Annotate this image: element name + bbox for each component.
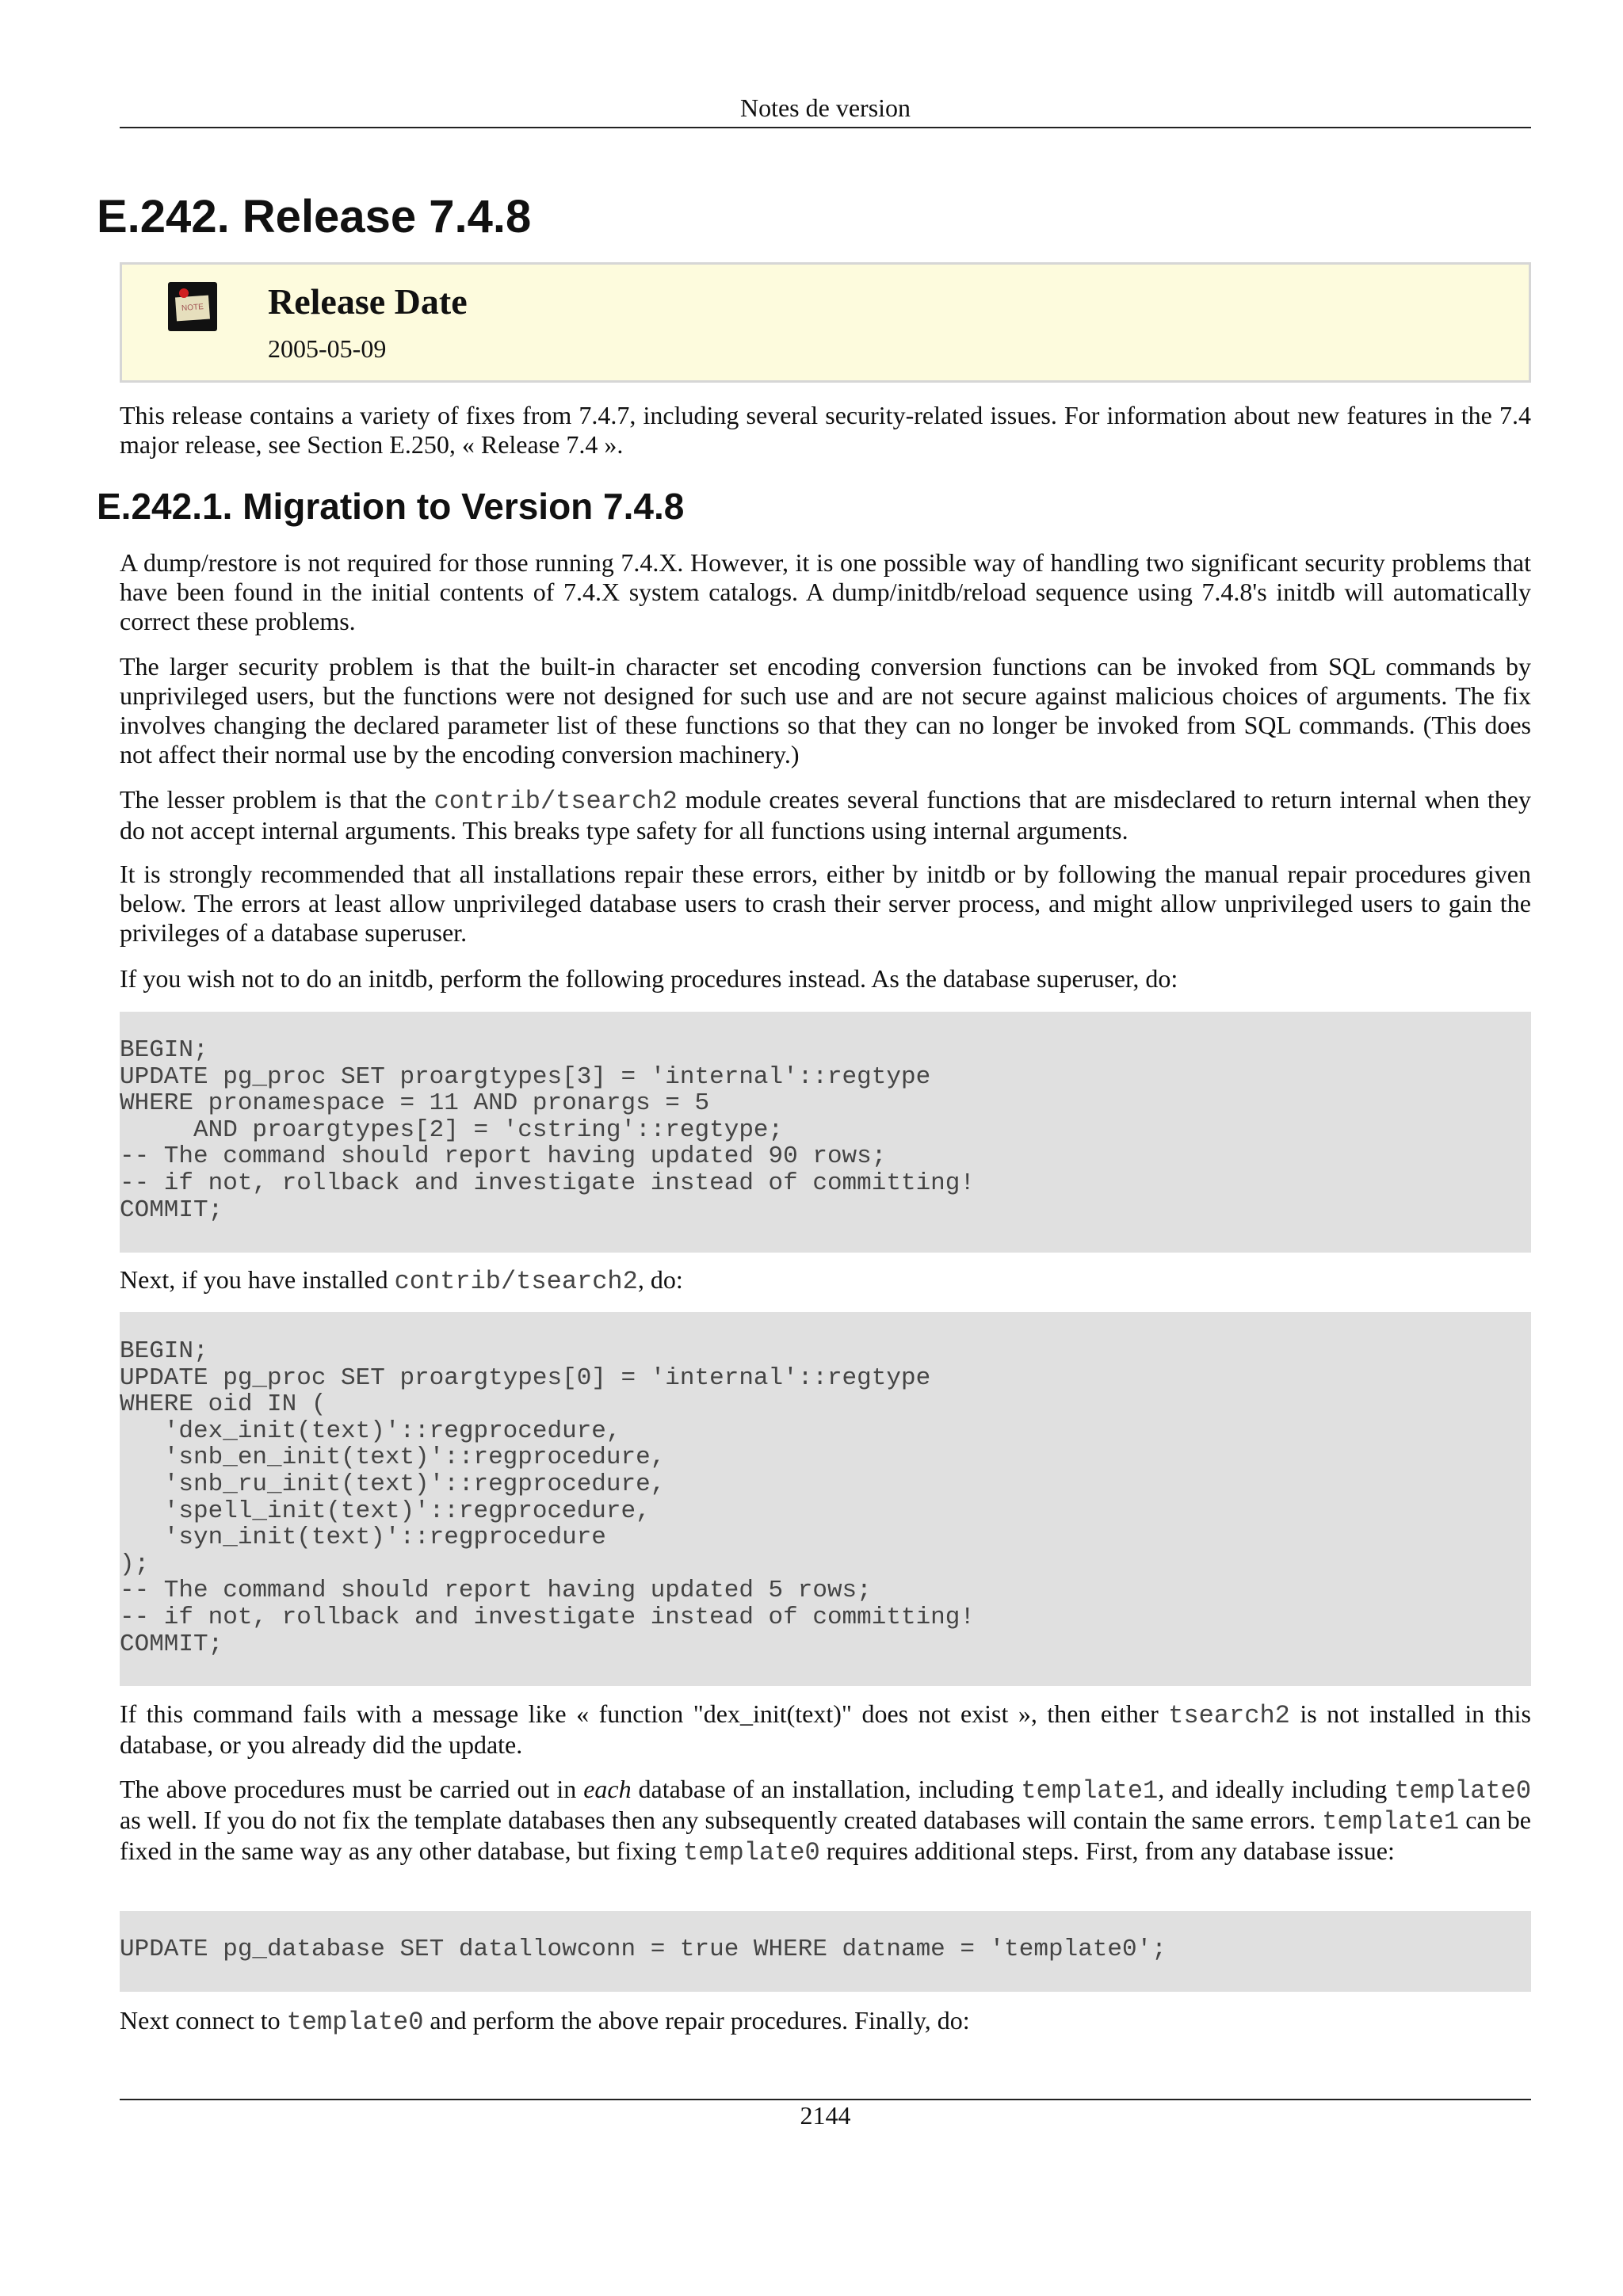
inline-code: contrib/tsearch2 [394,1267,638,1296]
page-number: 2144 [800,2101,851,2130]
paragraph-each-database [120,1775,1531,1867]
paragraph-larger-problem: The larger security problem is that the built-in character set encoding conversion functions can be invoked from SQL commands by unprivileged users, but the functions were not designed for such use and are not secure against malicious choices of arguments. The fix involves changing the declared parameter list of these functions so that they can no longer be invoked from SQL commands. (This does not affect their normal use by the encoding conversion machinery.) [120,652,1531,769]
pin-icon [179,288,189,298]
section-title: E.242.1. Migration to Version 7.4.8 [97,486,685,527]
text-span: The above procedures must be carried out in [120,1775,584,1803]
inline-code: template0 [682,1838,820,1867]
code-block-2 [120,1312,1531,1686]
text-span: is not installed in this database, or you already did the update. [120,1699,1532,1759]
paragraph-command-fails [120,1699,1531,1760]
text-span: database of an installation, including [631,1775,1022,1803]
text-span: If this command fails with a message like « function "dex_init(text)" does not exist », then either [120,1699,1169,1728]
inline-code: template1 [1322,1807,1460,1836]
text-span: Next connect to [120,2006,287,2035]
release-date-note [120,262,1531,383]
paragraph-connect-template0 [120,2006,1531,2037]
code-text: BEGIN; UPDATE pg_proc SET proargtypes[0] = 'internal'::regtype WHERE oid IN ( 'dex_init(text)'::regprocedure, 'snb_en_init(text)'::regprocedure, 'snb_ru_init(text)'::regprocedure, 'spell_init(text)'::regprocedure, 'syn_init(text)'::regprocedure ); -- The command should report having updated 5 rows; -- if not, rollback and investigate instead of committing! COMMIT; [120,1337,975,1658]
code-text: UPDATE pg_database SET datallowconn = true WHERE datname = 'template0'; [120,1936,1167,1963]
header-rule [120,127,1531,128]
text-span: requires additional steps. First, from any database issue: [819,1836,1395,1865]
text-span: as well. If you do not fix the template databases then any subsequently created databases will contain the same errors. [120,1806,1323,1834]
running-header: Notes de version [739,93,911,122]
footer-rule [120,2099,1531,2100]
paragraph-tsearch2-installed [120,1265,1531,1296]
paragraph-recommendation: It is strongly recommended that all installations repair these errors, either by initdb or by following the manual repair procedures given below. The errors at least allow unprivileged database users to crash their server process, and might allow unprivileged users to gain the privileges of a database superuser. [120,860,1531,947]
text-span: module creates several functions that are misdeclared to return internal when they do not accept internal arguments. This breaks type safety for all functions using internal arguments. [120,785,1532,845]
note-icon [168,282,217,331]
text-span: and perform the above repair procedures. Finally, do: [423,2006,970,2035]
note-icon-paper: NOTE [175,296,210,322]
inline-code: template1 [1021,1776,1159,1806]
paragraph-no-initdb: If you wish not to do an initdb, perform the following procedures instead. As the database superuser, do: [120,964,1178,993]
note-title: Release Date [268,281,468,322]
paragraph-dump-restore: A dump/restore is not required for those running 7.4.X. However, it is one possible way of handling two significant security problems that have been found in the initial contents of 7.4.X system catalogs. A dump/initdb/reload sequence using 7.4.8's initdb will automatically correct these problems. [120,548,1531,635]
text-span: can be fixed in the same way as any other database, but fixing [120,1806,1532,1865]
code-block-1 [120,1012,1531,1253]
inline-code: template0 [286,2008,424,2037]
chapter-title: E.242. Release 7.4.8 [97,191,532,242]
inline-code: template0 [1394,1776,1532,1806]
inline-code: tsearch2 [1168,1701,1290,1730]
intro-paragraph: This release contains a variety of fixes from 7.4.7, including several security-related issues. For information about new features in the 7.4 major release, see Section E.250, « Release 7.4 ». [120,401,1531,459]
paragraph-lesser-problem [120,785,1531,845]
code-block-3 [120,1911,1531,1992]
text-span: , and ideally including [1158,1775,1395,1803]
text-span: , do: [637,1265,683,1294]
emphasis: each [583,1775,632,1803]
release-date: 2005-05-09 [268,334,387,363]
inline-code: contrib/tsearch2 [433,787,678,816]
code-text: BEGIN; UPDATE pg_proc SET proargtypes[3] = 'internal'::regtype WHERE pronamespace = 11 AND pronargs = 5 AND proargtypes[2] = 'cstring'::regtype; -- The command should report having updated 90 rows; -- if not, rollback and investigate instead of committing! COMMIT; [120,1036,975,1224]
text-span: The lesser problem is that the [120,785,434,814]
text-span: Next, if you have installed [120,1265,395,1294]
